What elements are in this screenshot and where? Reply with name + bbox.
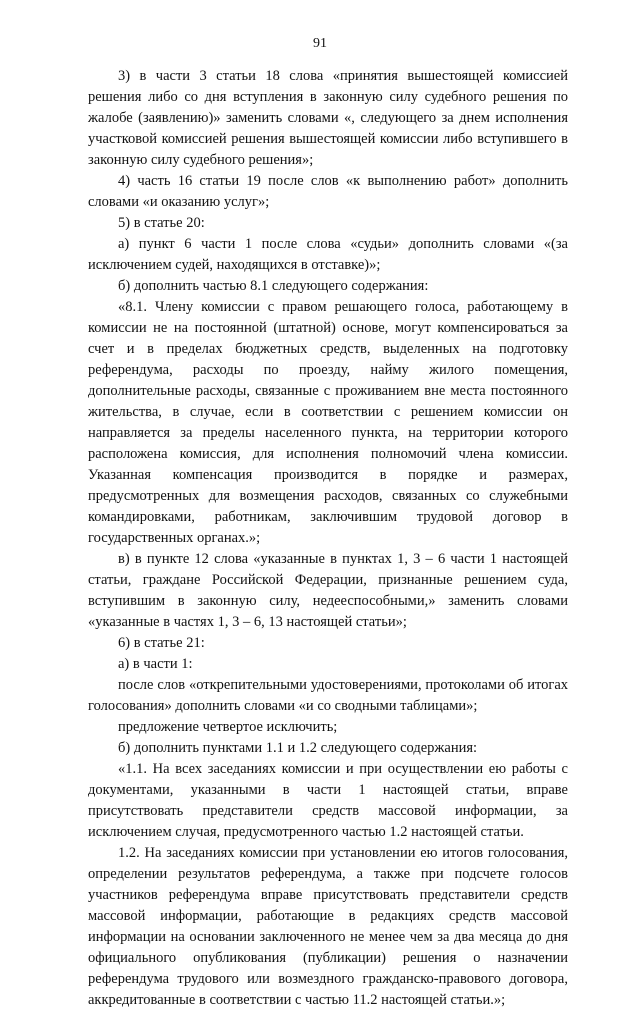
paragraph: 6) в статье 21: (118, 635, 205, 651)
paragraph: б) дополнить частью 8.1 следующего содержания: (118, 278, 429, 294)
paragraph: 3) в части 3 статьи 18 слова «принятия вышестоящей комиссией решения либо со дня вступления в законную силу судебного решения по жалобе (заявлению)» заменить словами «, следующего за днем исполнения участковой комиссией решения вышестоящей комиссии либо вступившего в законную силу судебного решения»; (88, 68, 568, 168)
paragraph: после слов «открепительными удостоверениями, протоколами об итогах голосования» дополнить словами «и со сводными таблицами»; (88, 677, 568, 714)
paragraph: в) в пункте 12 слова «указанные в пунктах 1, 3 – 6 части 1 настоящей статьи, граждане Российской Федерации, признанные решением суда, вступившим в законную силу, недееспособными,» заменить словами «указанные в частях 1, 3 – 6, 13 настоящей статьи»; (88, 551, 568, 630)
paragraph: а) в части 1: (118, 656, 193, 672)
paragraph: 4) часть 16 статьи 19 после слов «к выполнению работ» дополнить словами «и оказанию услуг»; (88, 173, 568, 210)
paragraph: «1.1. На всех заседаниях комиссии и при осуществлении ею работы с документами, указанными в части 1 настоящей статьи, вправе присутствовать представители средств массовой информации, за исключением случая, предусмотренного частью 1.2 настоящей статьи. (88, 761, 568, 840)
paragraph: 1.2. На заседаниях комиссии при установлении ею итогов голосования, определении результатов референдума, а также при подсчете голосов участников референдума вправе присутствовать представители средств массовой информации, работающие в редакциях средств массовой информации на основании заключенного не менее чем за два месяца до дня официального опубликования (публикации) решения о назначении референдума трудового или возмездного гражданско-правового договора, аккредитованные в соответствии с частью 11.2 настоящей статьи.»; (88, 845, 568, 1008)
page-number: 91 (313, 36, 327, 51)
paragraph: 5) в статье 20: (118, 215, 205, 231)
paragraph: предложение четвертое исключить; (118, 719, 338, 735)
paragraph: б) дополнить пунктами 1.1 и 1.2 следующего содержания: (118, 740, 478, 756)
paragraph: «8.1. Члену комиссии с правом решающего голоса, работающему в комиссии не на постоянной (штатной) основе, могут компенсироваться за счет и в пределах бюджетных средств, выделенных на подготовку референдума, расходы по проезду, найму жилого помещения, дополнительные расходы, связанные с проживанием вне места постоянного жительства, в случае, если в соответствии с решением комиссии он направляется за пределы населенного пункта, на территории которого расположена комиссия, для исполнения полномочий члена комиссии. Указанная компенсация производится в порядке и размерах, предусмотренных для возмещения расходов, связанных со служебными командировками, работникам, заключившим трудовой договор в государственных органах.»; (88, 299, 568, 546)
paragraph: а) пункт 6 части 1 после слова «судьи» дополнить словами «(за исключением судей, находящихся в отставке)»; (88, 236, 568, 273)
document-body (88, 66, 568, 1011)
